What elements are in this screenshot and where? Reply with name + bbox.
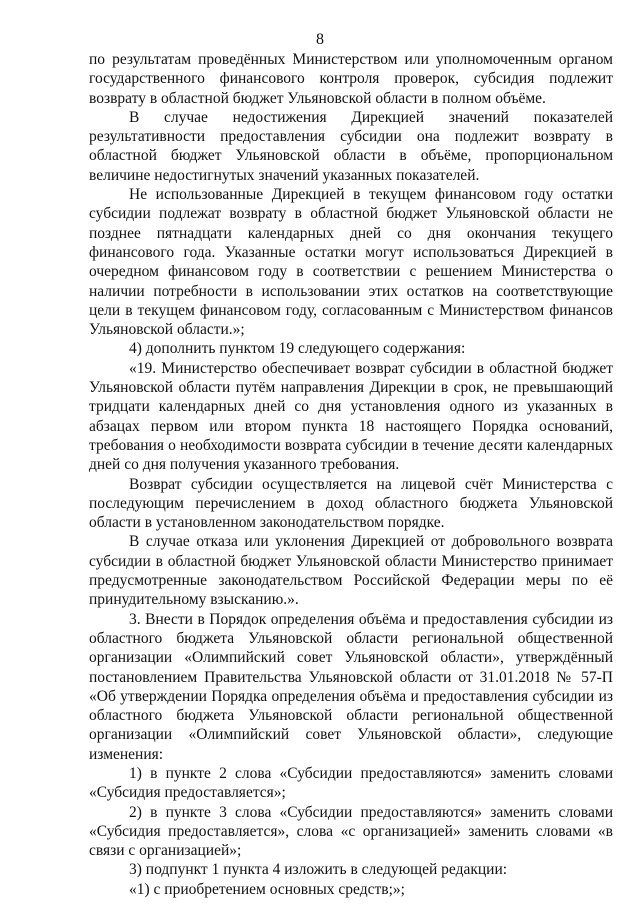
paragraph: В случае отказа или уклонения Дирекцией от добровольного возврата субсидии в областной бюджет Ульяновской области Министерство принимает предусмотренные законодательством Российской Федерации меры по её принудительному взысканию.». [89,533,613,609]
paragraph: Не использованные Дирекцией в текущем финансовом году остатки субсидии подлежат возврату в областной бюджет Ульяновской области не позднее пятнадцати календарных дней со дня окончания текущего финансового года. Указанные остатки могут использоваться Дирекцией в очередном финансовом году в соответствии с решением Министерства о наличии потребности в использовании этих остатков на соответствующие цели в текущем финансовом году, согласованным с Министерством финансов Ульяновской области.»; [89,186,613,339]
paragraph: 3. Внести в Порядок определения объёма и предоставления субсидии из областного бюджета Ульяновской области региональной общественной организации «Олимпийский совет Ульяновской области», утверждённый постановлением Правительства Ульяновской области от 31.01.2018 № 57-П «Об утверждении Порядка определения объёма и предоставления субсидии из областного бюджета Ульяновской области региональной общественной организации «Олимпийский совет Ульяновской области», следующие изменения: [89,610,613,763]
paragraph: В случае недостижения Дирекцией значений показателей результативности предоставления субсидии она подлежит возврату в областной бюджет Ульяновской области в объёме, пропорциональном величине недостигнутых значений указанных показателей. [89,108,613,184]
page-number: 8 [316,31,324,48]
paragraph: 4) дополнить пунктом 19 следующего содержания: [129,340,466,358]
paragraph: 1) в пункте 2 слова «Субсидии предоставляются» заменить словами «Субсидия предоставляется»; [89,764,613,802]
paragraph: 3) подпункт 1 пункта 4 изложить в следующей редакции: [129,861,508,879]
paragraph: по результатам проведённых Министерством или уполномоченным органом государственного финансового контроля проверок, субсидия подлежит возврату в областной бюджет Ульяновской области в полном объёме. [89,51,613,107]
document-body [89,50,613,899]
paragraph: «1) с приобретением основных средств;»; [129,880,405,898]
paragraph: Возврат субсидии осуществляется на лицевой счёт Министерства с последующим перечислением в доход областного бюджета Ульяновской области в установленном законодательством порядке. [89,475,613,532]
paragraph: «19. Министерство обеспечивает возврат субсидии в областной бюджет Ульяновской области путём направления Дирекции в срок, не превышающий тридцати календарных дней со дня установления одного из указанных в абзацах первом или втором пункта 18 настоящего Порядка оснований, требования о необходимости возврата субсидии в течение десяти календарных дней со дня получения указанного требования. [89,359,613,474]
paragraph: 2) в пункте 3 слова «Субсидии предоставляются» заменить словами «Субсидия предоставляется», слова «с организацией» заменить словами «в связи с организацией»; [89,803,613,860]
